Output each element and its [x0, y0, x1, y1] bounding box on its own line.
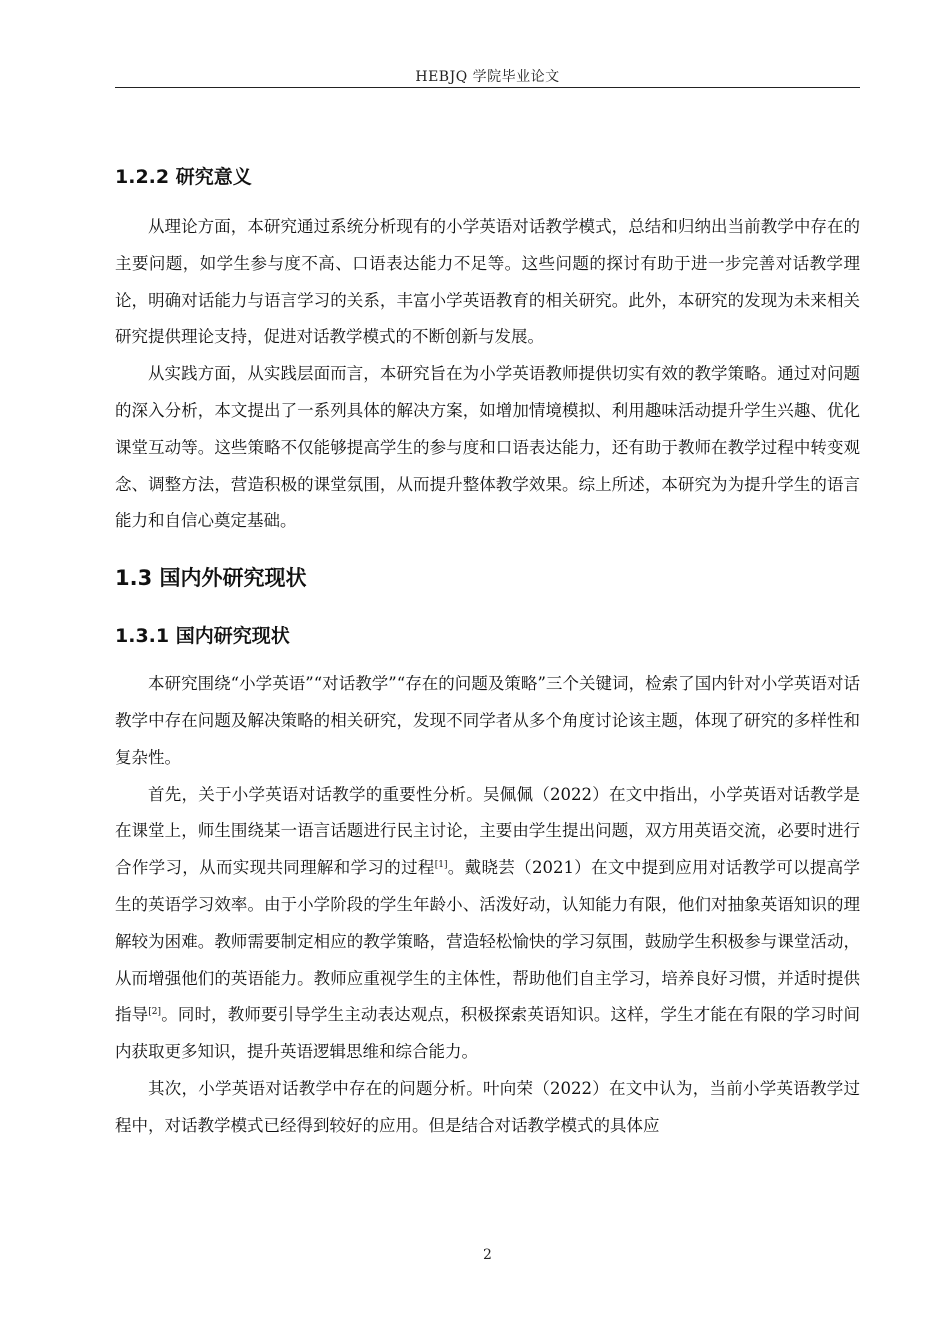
citation-1: [1] — [434, 860, 448, 871]
section-heading-1-2-2: 1.2.2 研究意义 — [115, 166, 252, 188]
paragraph-importance — [115, 777, 860, 1071]
paragraph-importance-part-c: 。同时，教师要引导学生主动表达观点，积极探索英语知识。这样，学生才能在有限的学习时间内获取更多知识，提升英语逻辑思维和综合能力。 — [115, 1005, 861, 1062]
paragraph-keywords: 本研究围绕“小学英语”“对话教学”“存在的问题及策略”三个关键词，检索了国内针对小学英语对话教学中存在问题及解决策略的相关研究，发现不同学者从多个角度讨论该主题，体现了研究的多样性和复杂性。 — [115, 674, 860, 767]
paragraph-practice: 从实践方面，从实践层面而言，本研究旨在为小学英语教师提供切实有效的教学策略。通过对问题的深入分析，本文提出了一系列具体的解决方案，如增加情境模拟、利用趣味活动提升学生兴趣、优化课堂互动等。这些策略不仅能够提高学生的参与度和口语表达能力，还有助于教师在教学过程中转变观念、调整方法，营造积极的课堂氛围，从而提升整体教学效果。综上所述，本研究为为提升学生的语言能力和自信心奠定基础。 — [115, 364, 860, 531]
paragraph-importance-part-b: 。戴晓芸（2021）在文中提到应用对话教学可以提高学生的英语学习效率。由于小学阶段的学生年龄小、活泼好动，认知能力有限，他们对抽象英语知识的理解较为困难。教师需要制定相应的教学策略，营造轻松愉快的学习氛围，鼓励学生积极参与课堂活动，从而增强他们的英语能力。教师应重视学生的主体性，帮助他们自主学习，培养良好习惯，并适时提供指导 — [115, 858, 861, 1025]
paragraph-problems: 其次，小学英语对话教学中存在的问题分析。叶向荣（2022）在文中认为，当前小学英语教学过程中，对话教学模式已经得到较好的应用。但是结合对话教学模式的具体应 — [115, 1078, 860, 1135]
citation-2: [2] — [148, 1007, 162, 1018]
page-body — [115, 155, 860, 1145]
running-header: HEBJQ 学院毕业论文 — [415, 69, 560, 85]
section-heading-1-3-1: 1.3.1 国内研究现状 — [115, 625, 290, 648]
header-rule — [115, 87, 860, 88]
paragraph-importance-part-a: 首先，关于小学英语对话教学的重要性分析。吴佩佩（2022）在文中指出，小学英语对话教学是在课堂上，师生围绕某一语言话题进行民主讨论，主要由学生提出问题，双方用英语交流，必要时进行合作学习，从而实现共同理解和学习的过程 — [115, 784, 860, 878]
page-number: 2 — [483, 1247, 492, 1263]
section-heading-1-3: 1.3 国内外研究现状 — [115, 566, 307, 591]
paragraph-theory: 从理论方面，本研究通过系统分析现有的小学英语对话教学模式，总结和归纳出当前教学中存在的主要问题，如学生参与度不高、口语表达能力不足等。这些问题的探讨有助于进一步完善对话教学理论，明确对话能力与语言学习的关系，丰富小学英语教育的相关研究。此外，本研究的发现为未来相关研究提供理论支持，促进对话教学模式的不断创新与发展。 — [115, 217, 860, 347]
